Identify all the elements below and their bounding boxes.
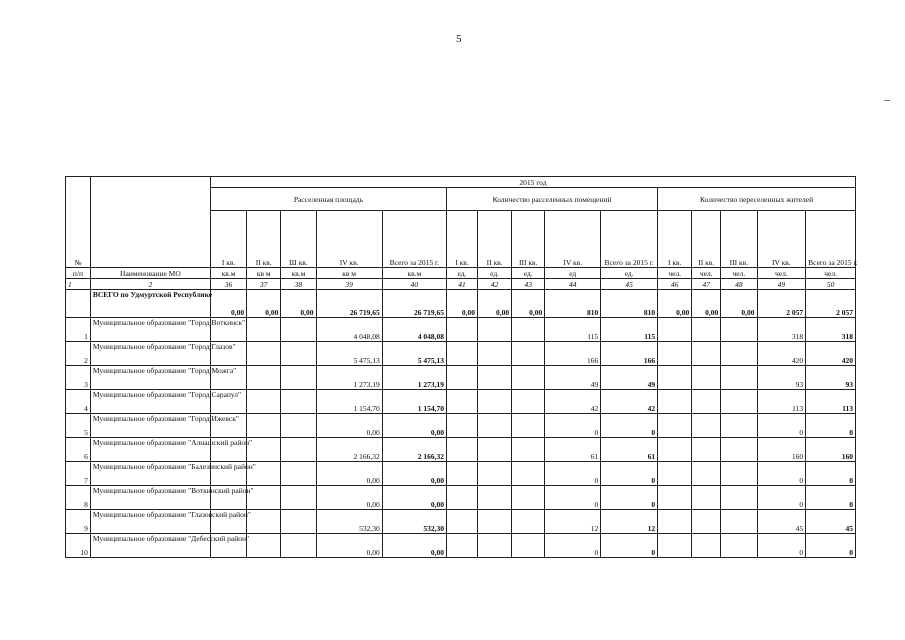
unit-41: ед.	[446, 268, 477, 279]
col-head-43: III кв.	[512, 211, 545, 268]
cell-44: 49	[545, 366, 601, 390]
colnum-40: 40	[382, 279, 446, 290]
total-name: ВСЕГО по Удмуртской Республике	[90, 290, 210, 318]
unit-36: кв.м	[210, 268, 246, 279]
col-head-37: II кв.	[247, 211, 281, 268]
cell-44: 61	[545, 438, 601, 462]
cell-49: 0	[757, 462, 806, 486]
column-number-row	[66, 279, 856, 290]
total-row	[66, 290, 856, 318]
cell-40: 1 154,70	[382, 390, 446, 414]
table-row	[66, 462, 856, 486]
cell-50: 420	[806, 342, 856, 366]
unit-37: кв м	[247, 268, 281, 279]
cell-49: 160	[757, 438, 806, 462]
row-index: 2	[66, 342, 91, 366]
row-name: Муниципальное образование "Алнашский район"	[90, 438, 210, 462]
header-no-sub: п/п	[66, 268, 91, 279]
cell-39: 2 166,32	[316, 438, 382, 462]
colnum-47: 47	[692, 279, 721, 290]
unit-38: кв.м	[281, 268, 316, 279]
cell-44: 0	[545, 414, 601, 438]
row-name: Муниципальное образование "Балезинский район"	[90, 462, 210, 486]
cell-40: 0,00	[382, 462, 446, 486]
cell-49: 0	[757, 534, 806, 558]
col-head-42: II кв.	[478, 211, 512, 268]
cell-44: 42	[545, 390, 601, 414]
cell-50: 318	[806, 318, 856, 342]
cell-50: 0	[806, 414, 856, 438]
total-50: 2 057	[806, 290, 856, 318]
col-head-47: II кв.	[692, 211, 721, 268]
col-head-48: III кв.	[721, 211, 757, 268]
total-46: 0,00	[658, 290, 692, 318]
table-row	[66, 510, 856, 534]
unit-39: кв м	[316, 268, 382, 279]
col-head-39: IV кв.	[316, 211, 382, 268]
col-head-41: I кв.	[446, 211, 477, 268]
cell-49: 113	[757, 390, 806, 414]
row-name: Муниципальное образование "Город Можга"	[90, 366, 210, 390]
cell-45: 61	[601, 438, 658, 462]
row-name: Муниципальное образование "Город Глазов"	[90, 342, 210, 366]
colnum-46: 46	[658, 279, 692, 290]
col-head-38: Ш кв.	[281, 211, 316, 268]
table-row	[66, 342, 856, 366]
col-head-44: IV кв.	[545, 211, 601, 268]
header-no-cell	[66, 177, 91, 268]
cell-39: 532,30	[316, 510, 382, 534]
row-index: 4	[66, 390, 91, 414]
group-area-header: Расселенная площадь	[210, 188, 446, 211]
row-index: 5	[66, 414, 91, 438]
colnum-37: 37	[247, 279, 281, 290]
cell-50: 0	[806, 534, 856, 558]
row-index: 10	[66, 534, 91, 558]
col-head-40: Всего за 2015 г.	[382, 211, 446, 268]
cell-45: 115	[601, 318, 658, 342]
colnum-38: 38	[281, 279, 316, 290]
row-name: Муниципальное образование "Глазовский район"	[90, 510, 210, 534]
cell-40: 2 166,32	[382, 438, 446, 462]
group-premises-header: Количество расселенных помещений	[446, 188, 657, 211]
unit-43: ед.	[512, 268, 545, 279]
cell-44: 115	[545, 318, 601, 342]
unit-50: чел.	[806, 268, 856, 279]
cell-39: 0,00	[316, 486, 382, 510]
cell-40: 532,30	[382, 510, 446, 534]
table-row	[66, 318, 856, 342]
cell-44: 0	[545, 534, 601, 558]
colnum-45: 45	[601, 279, 658, 290]
cell-40: 1 273,19	[382, 366, 446, 390]
cell-44: 0	[545, 486, 601, 510]
total-45: 810	[601, 290, 658, 318]
colnum-36: 36	[210, 279, 246, 290]
cell-39: 0,00	[316, 462, 382, 486]
colnum-39: 39	[316, 279, 382, 290]
total-49: 2 057	[757, 290, 806, 318]
col-head-45: Всего за 2015 г.	[601, 211, 658, 268]
margin-mark	[884, 100, 890, 101]
cell-45: 0	[601, 414, 658, 438]
row-index: 1	[66, 318, 91, 342]
cell-40: 0,00	[382, 414, 446, 438]
unit-42: ед.	[478, 268, 512, 279]
cell-49: 45	[757, 510, 806, 534]
total-39: 26 719,65	[316, 290, 382, 318]
unit-49: чел.	[757, 268, 806, 279]
total-41: 0,00	[446, 290, 477, 318]
cell-45: 0	[601, 462, 658, 486]
total-47: 0,00	[692, 290, 721, 318]
unit-44: ед	[545, 268, 601, 279]
col-head-50: Всего за 2015 г.	[806, 211, 856, 268]
total-40: 26 719,65	[382, 290, 446, 318]
table-row	[66, 366, 856, 390]
colnum-49: 49	[757, 279, 806, 290]
total-42: 0,00	[478, 290, 512, 318]
total-43: 0,00	[512, 290, 545, 318]
cell-45: 12	[601, 510, 658, 534]
colnum-42: 42	[478, 279, 512, 290]
cell-45: 42	[601, 390, 658, 414]
resettlement-table	[65, 176, 856, 558]
table-row	[66, 390, 856, 414]
cell-49: 420	[757, 342, 806, 366]
year-header-row	[66, 177, 856, 188]
cell-50: 45	[806, 510, 856, 534]
header-no: №	[74, 258, 82, 267]
cell-44: 0	[545, 462, 601, 486]
row-index: 7	[66, 462, 91, 486]
cell-50: 0	[806, 462, 856, 486]
colnum-48: 48	[721, 279, 757, 290]
row-index: 6	[66, 438, 91, 462]
group-residents-header: Количество переселенных жителей	[658, 188, 856, 211]
row-name: Муниципальное образование "Дебесский район"	[90, 534, 210, 558]
colnum-2: 2	[90, 279, 210, 290]
table-row	[66, 438, 856, 462]
unit-row	[66, 268, 856, 279]
cell-45: 166	[601, 342, 658, 366]
total-38: 0,00	[281, 290, 316, 318]
col-head-46: I кв.	[658, 211, 692, 268]
page-number: 5	[456, 33, 462, 45]
unit-46: чел.	[658, 268, 692, 279]
cell-44: 166	[545, 342, 601, 366]
col-head-36: I кв.	[210, 211, 246, 268]
cell-40: 0,00	[382, 534, 446, 558]
row-name: Муниципальное образование "Город Ижевск"	[90, 414, 210, 438]
total-36: 0,00	[210, 290, 246, 318]
header-name: Наименование МО	[90, 268, 210, 279]
total-37: 0,00	[247, 290, 281, 318]
cell-50: 160	[806, 438, 856, 462]
col-head-49: IV кв.	[757, 211, 806, 268]
table-row	[66, 534, 856, 558]
cell-39: 5 475,13	[316, 342, 382, 366]
colnum-50: 50	[806, 279, 856, 290]
header-name-cell	[90, 177, 210, 268]
row-index: 8	[66, 486, 91, 510]
total-48: 0,00	[721, 290, 757, 318]
unit-48: чел.	[721, 268, 757, 279]
unit-45: ед.	[601, 268, 658, 279]
cell-45: 49	[601, 366, 658, 390]
cell-40: 4 048,08	[382, 318, 446, 342]
year-header: 2015 год	[210, 177, 855, 188]
row-name: Муниципальное образование "Город Воткинск"	[90, 318, 210, 342]
colnum-43: 43	[512, 279, 545, 290]
cell-49: 0	[757, 486, 806, 510]
cell-50: 0	[806, 486, 856, 510]
cell-44: 12	[545, 510, 601, 534]
table-row	[66, 486, 856, 510]
cell-39: 4 048,08	[316, 318, 382, 342]
cell-39: 0,00	[316, 414, 382, 438]
cell-39: 0,00	[316, 534, 382, 558]
colnum-1: 1	[66, 279, 91, 290]
colnum-44: 44	[545, 279, 601, 290]
cell-39: 1 273,19	[316, 366, 382, 390]
cell-49: 93	[757, 366, 806, 390]
row-name: Муниципальное образование "Город Сарапул"	[90, 390, 210, 414]
row-name: Муниципальное образование "Воткинский район"	[90, 486, 210, 510]
total-no	[66, 290, 91, 318]
cell-39: 1 154,70	[316, 390, 382, 414]
cell-50: 93	[806, 366, 856, 390]
total-44: 810	[545, 290, 601, 318]
unit-47: чел.	[692, 268, 721, 279]
table-row	[66, 414, 856, 438]
cell-45: 0	[601, 534, 658, 558]
unit-40: кв.м	[382, 268, 446, 279]
row-index: 9	[66, 510, 91, 534]
cell-45: 0	[601, 486, 658, 510]
cell-50: 113	[806, 390, 856, 414]
colnum-41: 41	[446, 279, 477, 290]
cell-40: 5 475,13	[382, 342, 446, 366]
row-index: 3	[66, 366, 91, 390]
cell-49: 0	[757, 414, 806, 438]
cell-40: 0,00	[382, 486, 446, 510]
cell-49: 318	[757, 318, 806, 342]
